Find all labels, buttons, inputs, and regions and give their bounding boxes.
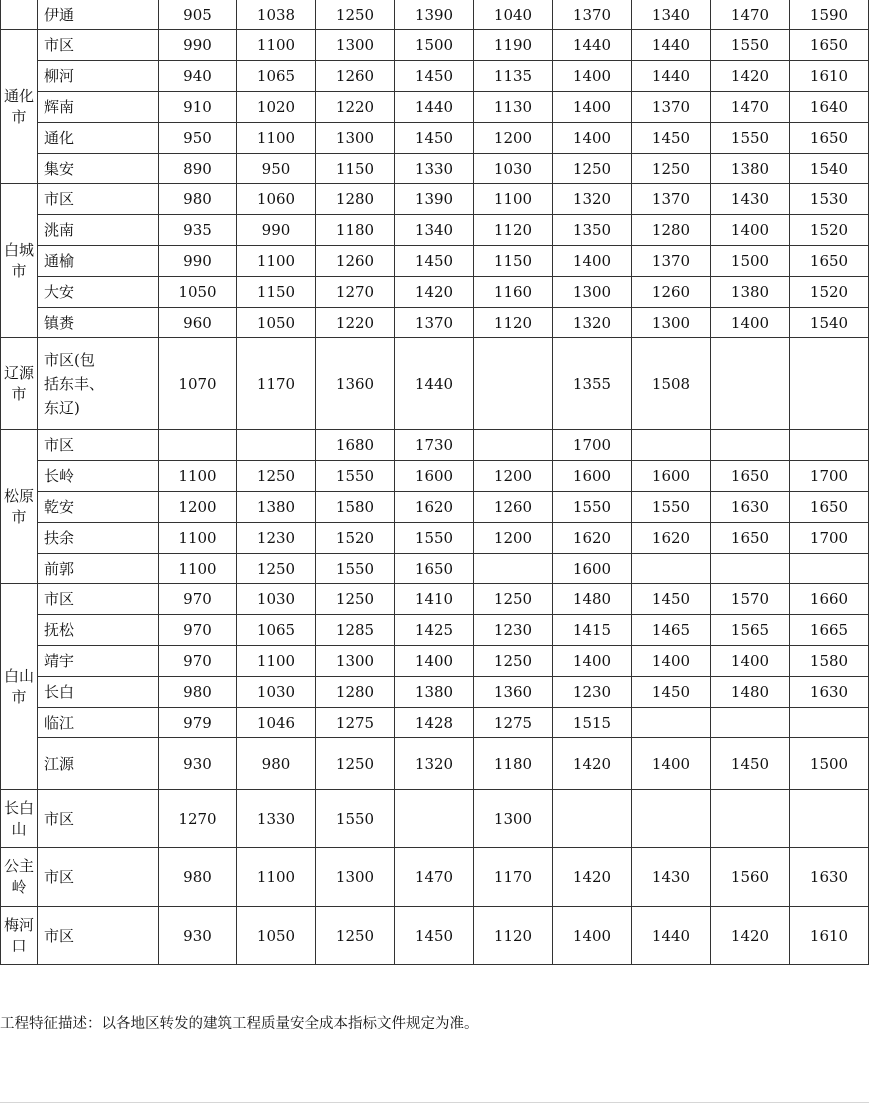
value-cell: 1450 <box>711 738 790 790</box>
value-cell: 1520 <box>790 215 869 246</box>
value-cell: 960 <box>159 308 237 338</box>
value-cell: 1450 <box>632 584 711 615</box>
value-cell: 1200 <box>474 523 553 554</box>
district-cell: 通化 <box>38 123 159 154</box>
value-cell: 1650 <box>395 554 474 584</box>
district-cell: 镇赉 <box>38 308 159 338</box>
value-cell: 1400 <box>553 61 632 92</box>
table-row <box>1 338 869 430</box>
value-cell: 1040 <box>474 0 553 30</box>
table-row <box>1 677 869 708</box>
value-cell: 1230 <box>553 677 632 708</box>
value-cell: 1340 <box>395 215 474 246</box>
value-cell <box>553 790 632 848</box>
value-cell: 1415 <box>553 615 632 646</box>
value-cell: 1050 <box>237 308 316 338</box>
value-cell: 1100 <box>474 184 553 215</box>
table-row <box>1 246 869 277</box>
district-cell: 前郭 <box>38 554 159 584</box>
district-cell: 扶余 <box>38 523 159 554</box>
value-cell: 1130 <box>474 92 553 123</box>
value-cell: 1400 <box>553 246 632 277</box>
value-cell: 1600 <box>553 554 632 584</box>
value-cell: 1620 <box>553 523 632 554</box>
value-cell: 1560 <box>711 848 790 907</box>
table-row <box>1 123 869 154</box>
value-cell: 1440 <box>632 30 711 61</box>
value-cell: 970 <box>159 615 237 646</box>
value-cell: 1550 <box>632 492 711 523</box>
table-body <box>1 0 869 965</box>
value-cell: 1540 <box>790 154 869 184</box>
value-cell: 1038 <box>237 0 316 30</box>
district-cell: 长白 <box>38 677 159 708</box>
value-cell: 980 <box>159 848 237 907</box>
value-cell: 940 <box>159 61 237 92</box>
value-cell: 1260 <box>316 61 395 92</box>
value-cell: 1280 <box>316 677 395 708</box>
value-cell: 1640 <box>790 92 869 123</box>
value-cell: 1250 <box>237 461 316 492</box>
value-cell: 890 <box>159 154 237 184</box>
value-cell: 1250 <box>316 584 395 615</box>
region-cell: 通化 市 <box>1 30 38 184</box>
value-cell: 1520 <box>790 277 869 308</box>
region-cell: 松原 市 <box>1 430 38 584</box>
value-cell: 1046 <box>237 708 316 738</box>
value-cell: 1100 <box>237 646 316 677</box>
value-cell <box>790 338 869 430</box>
value-cell: 1100 <box>159 523 237 554</box>
table-row <box>1 184 869 215</box>
value-cell: 1420 <box>553 848 632 907</box>
value-cell: 1440 <box>395 338 474 430</box>
region-cell: 长白 山 <box>1 790 38 848</box>
value-cell: 1320 <box>395 738 474 790</box>
value-cell <box>632 790 711 848</box>
district-cell: 靖宇 <box>38 646 159 677</box>
value-cell: 1180 <box>474 738 553 790</box>
district-cell: 乾安 <box>38 492 159 523</box>
value-cell: 1390 <box>395 0 474 30</box>
value-cell <box>474 338 553 430</box>
value-cell: 1300 <box>316 646 395 677</box>
value-cell <box>711 430 790 461</box>
value-cell <box>159 430 237 461</box>
district-cell: 集安 <box>38 154 159 184</box>
table-row <box>1 308 869 338</box>
value-cell: 1470 <box>711 92 790 123</box>
value-cell: 1270 <box>159 790 237 848</box>
value-cell: 1600 <box>553 461 632 492</box>
district-cell: 市区 <box>38 790 159 848</box>
value-cell: 1700 <box>790 461 869 492</box>
district-cell: 长岭 <box>38 461 159 492</box>
value-cell: 970 <box>159 584 237 615</box>
district-cell: 大安 <box>38 277 159 308</box>
value-cell: 1100 <box>159 554 237 584</box>
table-row <box>1 615 869 646</box>
value-cell: 1350 <box>553 215 632 246</box>
region-cell: 公主 岭 <box>1 848 38 907</box>
value-cell <box>474 430 553 461</box>
value-cell: 1380 <box>711 277 790 308</box>
value-cell: 1250 <box>632 154 711 184</box>
value-cell: 1065 <box>237 61 316 92</box>
value-cell: 1420 <box>395 277 474 308</box>
value-cell: 1250 <box>474 584 553 615</box>
value-cell: 1275 <box>474 708 553 738</box>
value-cell: 1180 <box>316 215 395 246</box>
region-cell <box>1 0 38 30</box>
table-row <box>1 646 869 677</box>
value-cell: 990 <box>159 30 237 61</box>
value-cell: 1250 <box>316 907 395 965</box>
value-cell <box>711 554 790 584</box>
value-cell: 930 <box>159 738 237 790</box>
value-cell: 1030 <box>237 584 316 615</box>
value-cell: 1430 <box>632 848 711 907</box>
value-cell: 1380 <box>711 154 790 184</box>
value-cell: 1370 <box>632 184 711 215</box>
value-cell: 980 <box>237 738 316 790</box>
value-cell: 1550 <box>395 523 474 554</box>
value-cell <box>790 708 869 738</box>
value-cell: 1650 <box>711 461 790 492</box>
value-cell: 1360 <box>474 677 553 708</box>
table-row <box>1 215 869 246</box>
table-row <box>1 738 869 790</box>
value-cell: 1550 <box>316 554 395 584</box>
value-cell: 1150 <box>474 246 553 277</box>
value-cell: 1100 <box>237 30 316 61</box>
value-cell: 1250 <box>316 0 395 30</box>
value-cell: 1340 <box>632 0 711 30</box>
value-cell: 1100 <box>237 848 316 907</box>
value-cell: 1470 <box>395 848 474 907</box>
value-cell: 1730 <box>395 430 474 461</box>
value-cell: 1515 <box>553 708 632 738</box>
value-cell: 1450 <box>395 123 474 154</box>
value-cell: 1250 <box>553 154 632 184</box>
value-cell: 1390 <box>395 184 474 215</box>
value-cell: 1150 <box>316 154 395 184</box>
value-cell: 1508 <box>632 338 711 430</box>
district-cell: 市区(包 括东丰、 东辽) <box>38 338 159 430</box>
table-row <box>1 461 869 492</box>
value-cell <box>790 430 869 461</box>
value-cell: 1050 <box>237 907 316 965</box>
value-cell: 1330 <box>237 790 316 848</box>
district-cell: 柳河 <box>38 61 159 92</box>
value-cell: 1200 <box>474 461 553 492</box>
value-cell: 1330 <box>395 154 474 184</box>
table-row <box>1 584 869 615</box>
page-bottom-rule <box>0 1102 869 1103</box>
value-cell: 1260 <box>632 277 711 308</box>
value-cell: 1440 <box>632 907 711 965</box>
value-cell: 1550 <box>711 123 790 154</box>
value-cell: 1300 <box>316 123 395 154</box>
value-cell: 1355 <box>553 338 632 430</box>
value-cell: 1160 <box>474 277 553 308</box>
value-cell: 1250 <box>237 554 316 584</box>
district-cell: 辉南 <box>38 92 159 123</box>
value-cell: 1630 <box>711 492 790 523</box>
district-cell: 市区 <box>38 30 159 61</box>
value-cell: 1070 <box>159 338 237 430</box>
region-cell: 白城 市 <box>1 184 38 338</box>
value-cell: 1610 <box>790 907 869 965</box>
district-cell: 市区 <box>38 848 159 907</box>
value-cell: 1570 <box>711 584 790 615</box>
district-cell: 市区 <box>38 584 159 615</box>
value-cell: 1065 <box>237 615 316 646</box>
value-cell: 1420 <box>711 61 790 92</box>
value-cell: 1420 <box>711 907 790 965</box>
value-cell: 1440 <box>395 92 474 123</box>
value-cell: 1440 <box>553 30 632 61</box>
value-cell: 1440 <box>632 61 711 92</box>
table-row <box>1 30 869 61</box>
value-cell: 1370 <box>553 0 632 30</box>
value-cell: 1370 <box>632 246 711 277</box>
value-cell: 1430 <box>711 184 790 215</box>
value-cell: 1650 <box>790 30 869 61</box>
value-cell: 1450 <box>395 61 474 92</box>
table-row <box>1 0 869 30</box>
value-cell <box>711 708 790 738</box>
table-row <box>1 708 869 738</box>
value-cell: 1220 <box>316 92 395 123</box>
value-cell: 1400 <box>395 646 474 677</box>
value-cell: 1680 <box>316 430 395 461</box>
value-cell: 950 <box>159 123 237 154</box>
value-cell: 1620 <box>632 523 711 554</box>
value-cell: 1550 <box>711 30 790 61</box>
footnote: 工程特征描述：以各地区转发的建筑工程质量安全成本指标文件规定为准。 <box>0 1016 479 1032</box>
value-cell: 1660 <box>790 584 869 615</box>
region-cell: 白山 市 <box>1 584 38 790</box>
district-cell: 市区 <box>38 430 159 461</box>
table-row <box>1 61 869 92</box>
value-cell: 1120 <box>474 308 553 338</box>
table-row <box>1 907 869 965</box>
value-cell: 1590 <box>790 0 869 30</box>
value-cell: 1030 <box>474 154 553 184</box>
value-cell: 1428 <box>395 708 474 738</box>
value-cell: 1400 <box>711 646 790 677</box>
value-cell: 990 <box>159 246 237 277</box>
value-cell: 1470 <box>711 0 790 30</box>
value-cell: 1480 <box>553 584 632 615</box>
table-row <box>1 92 869 123</box>
district-cell: 市区 <box>38 184 159 215</box>
value-cell: 1550 <box>553 492 632 523</box>
value-cell: 990 <box>237 215 316 246</box>
value-cell: 1520 <box>316 523 395 554</box>
value-cell: 1400 <box>711 308 790 338</box>
value-cell: 1230 <box>237 523 316 554</box>
value-cell: 1250 <box>474 646 553 677</box>
value-cell: 1230 <box>474 615 553 646</box>
table-row <box>1 492 869 523</box>
value-cell: 1170 <box>237 338 316 430</box>
value-cell: 1500 <box>395 30 474 61</box>
value-cell: 1650 <box>790 246 869 277</box>
value-cell: 1600 <box>632 461 711 492</box>
value-cell: 1480 <box>711 677 790 708</box>
value-cell: 980 <box>159 184 237 215</box>
value-cell: 1500 <box>711 246 790 277</box>
value-cell <box>790 790 869 848</box>
value-cell: 1400 <box>553 907 632 965</box>
value-cell: 1275 <box>316 708 395 738</box>
value-cell: 1300 <box>553 277 632 308</box>
table-row <box>1 848 869 907</box>
value-cell: 1450 <box>395 907 474 965</box>
value-cell: 1550 <box>316 790 395 848</box>
value-cell: 1420 <box>553 738 632 790</box>
value-cell <box>632 430 711 461</box>
district-cell: 抚松 <box>38 615 159 646</box>
value-cell: 1100 <box>237 246 316 277</box>
value-cell: 1380 <box>395 677 474 708</box>
value-cell <box>790 554 869 584</box>
value-cell: 1465 <box>632 615 711 646</box>
value-cell: 1060 <box>237 184 316 215</box>
value-cell: 1300 <box>316 30 395 61</box>
value-cell: 1300 <box>474 790 553 848</box>
value-cell: 1450 <box>632 123 711 154</box>
table-row <box>1 154 869 184</box>
value-cell: 1280 <box>316 184 395 215</box>
region-cell: 梅河 口 <box>1 907 38 965</box>
value-cell: 1630 <box>790 848 869 907</box>
table-row <box>1 790 869 848</box>
value-cell: 1580 <box>316 492 395 523</box>
value-cell: 1400 <box>632 646 711 677</box>
value-cell: 1610 <box>790 61 869 92</box>
value-cell: 1150 <box>237 277 316 308</box>
district-cell: 洮南 <box>38 215 159 246</box>
table-row <box>1 523 869 554</box>
value-cell: 1360 <box>316 338 395 430</box>
value-cell: 1550 <box>316 461 395 492</box>
value-cell: 1425 <box>395 615 474 646</box>
value-cell: 1120 <box>474 215 553 246</box>
value-cell: 1630 <box>790 677 869 708</box>
value-cell: 935 <box>159 215 237 246</box>
table-row <box>1 430 869 461</box>
value-cell: 979 <box>159 708 237 738</box>
value-cell: 905 <box>159 0 237 30</box>
value-cell: 1410 <box>395 584 474 615</box>
value-cell <box>632 708 711 738</box>
value-cell: 1320 <box>553 184 632 215</box>
value-cell: 1220 <box>316 308 395 338</box>
table-row <box>1 277 869 308</box>
value-cell: 1400 <box>553 123 632 154</box>
value-cell: 1700 <box>553 430 632 461</box>
value-cell <box>632 554 711 584</box>
value-cell: 1370 <box>632 92 711 123</box>
value-cell: 1030 <box>237 677 316 708</box>
value-cell: 1530 <box>790 184 869 215</box>
value-cell: 1400 <box>553 92 632 123</box>
value-cell: 1050 <box>159 277 237 308</box>
value-cell: 1285 <box>316 615 395 646</box>
value-cell: 1100 <box>159 461 237 492</box>
district-cell: 伊通 <box>38 0 159 30</box>
value-cell: 1600 <box>395 461 474 492</box>
table-row <box>1 554 869 584</box>
value-cell: 1580 <box>790 646 869 677</box>
value-cell: 1270 <box>316 277 395 308</box>
value-cell: 1380 <box>237 492 316 523</box>
value-cell: 1500 <box>790 738 869 790</box>
value-cell: 1370 <box>395 308 474 338</box>
value-cell: 910 <box>159 92 237 123</box>
value-cell: 1200 <box>474 123 553 154</box>
value-cell <box>711 338 790 430</box>
value-cell <box>237 430 316 461</box>
value-cell: 1650 <box>711 523 790 554</box>
value-cell <box>395 790 474 848</box>
region-cell: 辽源 市 <box>1 338 38 430</box>
value-cell: 1650 <box>790 492 869 523</box>
value-cell: 950 <box>237 154 316 184</box>
value-cell: 1135 <box>474 61 553 92</box>
value-cell <box>474 554 553 584</box>
value-cell: 1260 <box>316 246 395 277</box>
value-cell: 980 <box>159 677 237 708</box>
value-cell: 1540 <box>790 308 869 338</box>
value-cell: 1200 <box>159 492 237 523</box>
district-cell: 市区 <box>38 907 159 965</box>
value-cell: 1400 <box>553 646 632 677</box>
value-cell <box>711 790 790 848</box>
value-cell: 1120 <box>474 907 553 965</box>
value-cell: 1190 <box>474 30 553 61</box>
value-cell: 1250 <box>316 738 395 790</box>
value-cell: 1300 <box>316 848 395 907</box>
value-cell: 1565 <box>711 615 790 646</box>
value-cell: 1650 <box>790 123 869 154</box>
value-cell: 1320 <box>553 308 632 338</box>
value-cell: 1300 <box>632 308 711 338</box>
value-cell: 1260 <box>474 492 553 523</box>
value-cell: 1620 <box>395 492 474 523</box>
value-cell: 970 <box>159 646 237 677</box>
value-cell: 930 <box>159 907 237 965</box>
value-cell: 1280 <box>632 215 711 246</box>
district-cell: 通榆 <box>38 246 159 277</box>
district-cell: 临江 <box>38 708 159 738</box>
value-cell: 1450 <box>632 677 711 708</box>
value-cell: 1100 <box>237 123 316 154</box>
value-cell: 1400 <box>632 738 711 790</box>
value-cell: 1700 <box>790 523 869 554</box>
value-cell: 1170 <box>474 848 553 907</box>
value-cell: 1665 <box>790 615 869 646</box>
value-cell: 1450 <box>395 246 474 277</box>
district-cell: 江源 <box>38 738 159 790</box>
value-cell: 1400 <box>711 215 790 246</box>
value-cell: 1020 <box>237 92 316 123</box>
